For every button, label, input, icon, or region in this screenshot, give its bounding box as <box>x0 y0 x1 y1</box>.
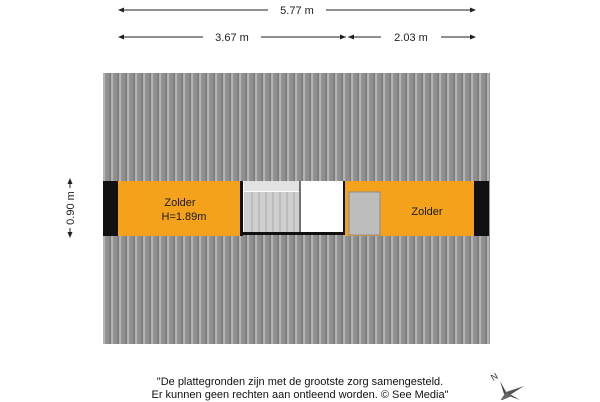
compass-north-label: N <box>489 370 500 383</box>
dimension-left-width <box>118 30 346 44</box>
room-zolder-right-name: Zolder <box>411 206 443 218</box>
dimension-vertical-label: 0.90 m <box>65 191 77 225</box>
room-zolder-left-name: Zolder <box>164 197 196 209</box>
dimension-total-width-label: 5.77 m <box>280 5 314 17</box>
dimension-right-width <box>348 30 476 44</box>
room-zolder-left-height: H=1.89m <box>161 211 207 223</box>
disclaimer-line-1: "De plattegronden zijn met de grootste zorg samengesteld. <box>156 376 444 388</box>
chimney-block <box>349 192 380 235</box>
disclaimer-line-2: Er kunnen geen rechten aan ontleend worden. © See Media" <box>151 389 449 401</box>
wall-left <box>103 181 118 236</box>
dimension-left-width-label: 3.67 m <box>215 32 249 44</box>
dimension-vertical <box>63 178 77 238</box>
disclaimer <box>0 376 600 402</box>
wall-left-room-edge <box>240 181 243 236</box>
wall-right <box>474 181 489 236</box>
dimension-right-width-label: 2.03 m <box>394 32 428 44</box>
stairs <box>244 192 299 232</box>
dimension-total-width <box>118 3 476 17</box>
